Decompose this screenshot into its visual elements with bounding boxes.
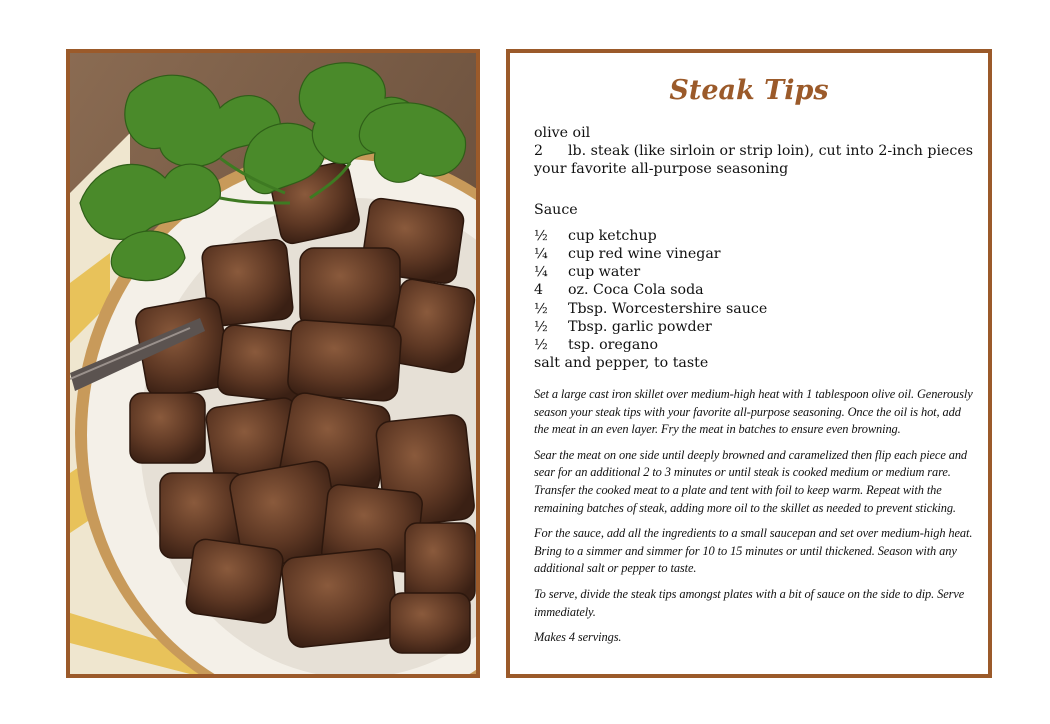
ingredients-block: [534, 124, 974, 372]
ingredient-text: Tbsp. garlic powder: [568, 318, 712, 335]
sauce-ingredient-line: [534, 318, 974, 336]
ingredient-qty: ½: [534, 318, 548, 335]
instructions-block: [534, 386, 974, 655]
recipe-photo: [66, 49, 480, 678]
ingredient-text: cup water: [568, 264, 641, 281]
instruction-step: For the sauce, add all the ingredients to a small saucepan and set over medium-high heat. Bring to a simmer and simmer for 10 to 15 minutes or until thickened. Season with any additional salt or pepper to taste.: [534, 526, 973, 576]
instruction-step: Sear the meat on one side until deeply browned and caramelized then flip each piece and sear for an additional 2 to 3 minutes or until steak is cooked medium or medium rare. Transfer the cooked meat to a plate and tent with foil to keep warm. Repeat with the remaining batches of steak, adding more oil to the skillet as needed to prevent sticking.: [534, 447, 968, 515]
ingredient-qty: ¼: [534, 264, 548, 281]
instruction-step: To serve, divide the steak tips amongst plates with a bit of sauce on the side to dip. Serve immediately.: [534, 586, 965, 619]
ingredient-text: your favorite all-purpose seasoning: [534, 161, 789, 178]
sauce-ingredient-line: [534, 336, 974, 354]
ingredient-qty: ¼: [534, 246, 548, 263]
steak-tips-photo-illustration: [70, 53, 476, 674]
recipe-card: [506, 49, 992, 678]
sauce-ingredient-line: [534, 263, 974, 281]
ingredient-line: [534, 142, 974, 160]
recipe-title: Steak Tips: [669, 75, 829, 106]
sauce-heading: Sauce: [534, 201, 578, 218]
sauce-ingredient-line: [534, 245, 974, 263]
sauce-ingredient-line: [534, 354, 974, 372]
instruction-step: Set a large cast iron skillet over medium-high heat with 1 tablespoon olive oil. Generously season your steak tips with your favorite all-purpose seasoning. Once the oil is hot, add the meat in an even layer. Fry the meat in batches to ensure even browning.: [534, 387, 973, 437]
ingredient-qty: 2: [534, 143, 544, 160]
ingredient-text: olive oil: [534, 125, 591, 141]
ingredient-qty: ½: [534, 300, 548, 317]
sauce-ingredient-line: [534, 281, 974, 299]
sauce-ingredient-line: [534, 300, 974, 318]
ingredient-line: [534, 124, 974, 142]
ingredient-text: salt and pepper, to taste: [534, 355, 709, 372]
ingredient-text: tsp. oregano: [568, 337, 659, 354]
ingredient-line: [534, 160, 974, 178]
ingredient-text: cup red wine vinegar: [568, 246, 721, 263]
servings-note: Makes 4 servings.: [534, 630, 622, 645]
ingredient-text: oz. Coca Cola soda: [568, 282, 704, 299]
ingredient-text: cup ketchup: [568, 227, 657, 244]
ingredient-qty: ½: [534, 227, 548, 244]
ingredient-text: Tbsp. Worcestershire sauce: [568, 300, 768, 317]
ingredient-qty: ½: [534, 337, 548, 354]
sauce-ingredient-line: [534, 227, 974, 245]
ingredient-text: lb. steak (like sirloin or strip loin), cut into 2-inch pieces: [568, 143, 974, 160]
ingredient-qty: 4: [534, 282, 544, 299]
